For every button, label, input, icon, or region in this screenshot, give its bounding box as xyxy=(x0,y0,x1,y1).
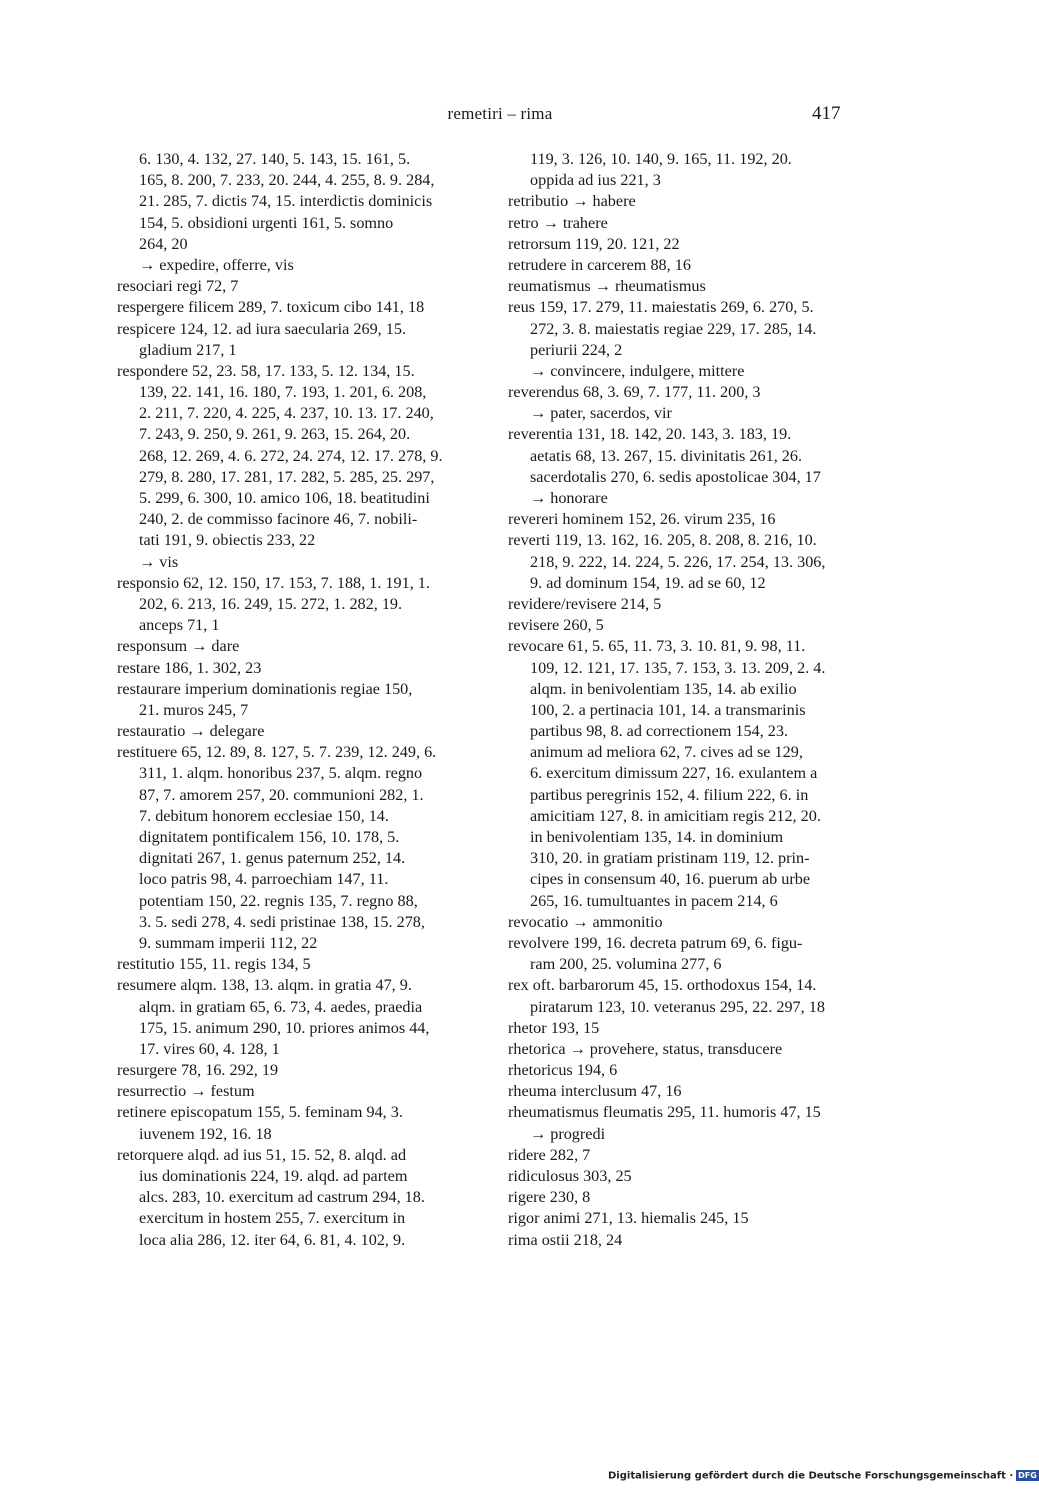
index-entry: rigere 230, 8 xyxy=(508,1188,591,1207)
index-entry: ridere 282, 7 xyxy=(508,1145,591,1164)
index-entry: reverti 119, 13. 162, 16. 205, 8. 208, 8. 216, 10. xyxy=(508,531,817,550)
index-entry: resurgere 78, 16. 292, 19 xyxy=(117,1061,279,1080)
index-entry-continuation: in benivolentiam 135, 14. in dominium xyxy=(530,828,784,846)
index-entry-continuation: animum ad meliora 62, 7. cives ad se 129, xyxy=(530,743,803,762)
index-entry: rheumatismus fleumatis 295, 11. humoris 47, 15 xyxy=(508,1103,821,1122)
index-entry-continuation: 5. 299, 6. 300, 10. amico 106, 18. beatitudini xyxy=(139,489,430,507)
index-entry: rhetor 193, 15 xyxy=(508,1018,600,1037)
index-entry: rigor animi 271, 13. hiemalis 245, 15 xyxy=(508,1209,749,1228)
digitization-credit xyxy=(608,1470,1039,1482)
index-entry: rhetorica → provehere, status, transducere xyxy=(508,1039,783,1058)
index-entry-continuation: 218, 9. 222, 14. 224, 5. 226, 17. 254, 13. 306, xyxy=(530,552,826,571)
index-entry-continuation: 175, 15. animum 290, 10. priores animos 44, xyxy=(139,1018,430,1037)
index-entry: resociari regi 72, 7 xyxy=(117,277,239,296)
index-entry: rheuma interclusum 47, 16 xyxy=(508,1082,682,1101)
index-column-left xyxy=(117,149,457,1251)
index-entry-continuation: → convincere, indulgere, mittere xyxy=(530,361,745,380)
index-entry-continuation: 17. vires 60, 4. 128, 1 xyxy=(139,1039,280,1058)
index-entry-continuation: 311, 1. alqm. honoribus 237, 5. alqm. regno xyxy=(139,764,423,783)
index-entry: rex oft. barbarorum 45, 15. orthodoxus 154, 14. xyxy=(508,976,817,995)
index-entry-continuation: loco patris 98, 4. parroechiam 147, 11. xyxy=(139,870,389,889)
index-entry: retrudere in carcerem 88, 16 xyxy=(508,255,691,274)
index-entry: restitutio 155, 11. regis 134, 5 xyxy=(117,955,311,974)
index-entry: retributio → habere xyxy=(508,192,636,211)
index-entry-continuation: 2. 211, 7. 220, 4. 225, 4. 237, 10. 13. 17. 240, xyxy=(139,404,434,423)
index-entry-continuation: 154, 5. obsidioni urgenti 161, 5. somno xyxy=(139,213,394,232)
index-entry: rhetoricus 194, 6 xyxy=(508,1061,618,1080)
index-entry-continuation: 265, 16. tumultuantes in pacem 214, 6 xyxy=(530,891,778,910)
index-entry-continuation: 21. 285, 7. dictis 74, 15. interdictis dominicis xyxy=(139,192,433,211)
index-entry-continuation: partibus 98, 8. ad correctionem 154, 23. xyxy=(530,722,789,741)
index-entry-continuation: 272, 3. 8. maiestatis regiae 229, 17. 285, 14. xyxy=(530,319,817,338)
index-entry-continuation: potentiam 150, 22. regnis 135, 7. regno 88, xyxy=(139,891,418,910)
index-entry-continuation: 310, 20. in gratiam pristinam 119, 12. prin- xyxy=(530,849,810,868)
index-entry-continuation: alqm. in benivolentiam 135, 14. ab exilio xyxy=(530,679,797,698)
index-entry: restaurare imperium dominationis regiae 150, xyxy=(117,679,413,698)
index-entry-continuation: 139, 22. 141, 16. 180, 7. 193, 1. 201, 6. 208, xyxy=(139,383,427,402)
index-entry-continuation: → honorare xyxy=(530,489,608,507)
index-entry-continuation: tati 191, 9. obiectis 233, 22 xyxy=(139,531,316,550)
index-entry-continuation: 87, 7. amorem 257, 20. communioni 282, 1. xyxy=(139,785,424,804)
index-entry-continuation: 21. muros 245, 7 xyxy=(139,700,249,719)
index-entry-continuation: amicitiam 127, 8. in amicitiam regis 212, 20. xyxy=(530,806,821,825)
index-entry-continuation: 6. 130, 4. 132, 27. 140, 5. 143, 15. 161, 5. xyxy=(139,150,411,168)
index-entry: reus 159, 17. 279, 11. maiestatis 269, 6. 270, 5. xyxy=(508,298,814,317)
index-entry-continuation: 202, 6. 213, 16. 249, 15. 272, 1. 282, 19. xyxy=(139,594,403,613)
index-entry: responsio 62, 12. 150, 17. 153, 7. 188, 1. 191, 1. xyxy=(117,573,430,592)
index-entry-continuation: → progredi xyxy=(530,1124,606,1143)
index-entry-continuation: 268, 12. 269, 4. 6. 272, 24. 274, 12. 17. 278, 9. xyxy=(139,446,443,465)
index-entry: revolvere 199, 16. decreta patrum 69, 6. figu- xyxy=(508,933,803,952)
index-entry-continuation: cipes in consensum 40, 16. puerum ab urbe xyxy=(530,870,811,889)
index-entry-continuation: 9. ad dominum 154, 19. ad se 60, 12 xyxy=(530,573,766,592)
dfg-logo: DFG xyxy=(1018,1471,1037,1480)
index-entry: resumere alqm. 138, 13. alqm. in gratia 47, 9. xyxy=(117,976,412,995)
page-number: 417 xyxy=(812,103,841,124)
index-entry-continuation: 119, 3. 126, 10. 140, 9. 165, 11. 192, 20. xyxy=(530,150,792,168)
index-entry: revidere/revisere 214, 5 xyxy=(508,594,662,613)
index-entry: responsum → dare xyxy=(117,637,240,656)
index-entry-continuation: 240, 2. de commisso facinore 46, 7. nobili- xyxy=(139,510,418,529)
index-entry-continuation: 100, 2. a pertinacia 101, 14. a transmarinis xyxy=(530,700,806,719)
index-entry: reumatismus → rheumatismus xyxy=(508,277,706,296)
index-entry-continuation: 264, 20 xyxy=(139,234,188,253)
index-entry-continuation: alqm. in gratiam 65, 6. 73, 4. aedes, praedia xyxy=(139,997,423,1016)
index-entry-continuation: → pater, sacerdos, vir xyxy=(530,404,672,423)
index-entry: reverentia 131, 18. 142, 20. 143, 3. 183, 19. xyxy=(508,425,792,444)
index-entry-continuation: ram 200, 25. volumina 277, 6 xyxy=(530,955,722,974)
index-entry-continuation: sacerdotalis 270, 6. sedis apostolicae 304, 17 xyxy=(530,467,821,486)
index-entry: resurrectio → festum xyxy=(117,1082,255,1101)
index-entry: respicere 124, 12. ad iura saecularia 269, 15. xyxy=(117,319,407,338)
index-entry-continuation: → vis xyxy=(139,552,179,571)
index-entry: reverendus 68, 3. 69, 7. 177, 11. 200, 3 xyxy=(508,383,761,402)
index-entry-continuation: iuvenem 192, 16. 18 xyxy=(139,1124,272,1143)
index-entry-continuation: oppida ad ius 221, 3 xyxy=(530,171,661,190)
index-entry-continuation: 7. debitum honorem ecclesiae 150, 14. xyxy=(139,806,389,825)
index-entry-continuation: loca alia 286, 12. iter 64, 6. 81, 4. 102, 9. xyxy=(139,1230,406,1249)
index-entry: revocatio → ammonitio xyxy=(508,912,663,931)
index-entry-continuation: alcs. 283, 10. exercitum ad castrum 294, 18. xyxy=(139,1188,425,1207)
index-entry-continuation: → expedire, offerre, vis xyxy=(139,255,294,274)
index-entry-continuation: 279, 8. 280, 17. 281, 17. 282, 5. 285, 25. 297, xyxy=(139,467,435,486)
index-entry: ridiculosus 303, 25 xyxy=(508,1167,632,1185)
index-entry: retinere episcopatum 155, 5. feminam 94, 3. xyxy=(117,1103,403,1122)
index-entry-continuation: 6. exercitum dimissum 227, 16. exulantem a xyxy=(530,764,818,783)
index-entry: restituere 65, 12. 89, 8. 127, 5. 7. 239, 12. 249, 6. xyxy=(117,743,437,762)
index-entry-continuation: partibus peregrinis 152, 4. filium 222, 6. in xyxy=(530,785,809,804)
index-entry-continuation: 109, 12. 121, 17. 135, 7. 153, 3. 13. 209, 2. 4. xyxy=(530,658,826,677)
index-entry: retrorsum 119, 20. 121, 22 xyxy=(508,234,680,253)
index-column-right xyxy=(508,149,848,1251)
index-entry: respondere 52, 23. 58, 17. 133, 5. 12. 134, 15. xyxy=(117,361,415,380)
running-head: remetiri – rima xyxy=(447,104,553,123)
index-entry-continuation: aetatis 68, 13. 267, 15. divinitatis 261, 26. xyxy=(530,446,803,465)
index-entry: revisere 260, 5 xyxy=(508,616,604,635)
index-entry: respergere filicem 289, 7. toxicum cibo 141, 18 xyxy=(117,298,425,317)
credit-text: Digitalisierung gefördert durch die Deutsche Forschungsgemeinschaft · xyxy=(608,1470,1014,1482)
index-entry-continuation: anceps 71, 1 xyxy=(139,616,220,635)
index-entry: revereri hominem 152, 26. virum 235, 16 xyxy=(508,510,776,529)
index-entry: revocare 61, 5. 65, 11. 73, 3. 10. 81, 9. 98, 11. xyxy=(508,637,806,656)
index-entry: restare 186, 1. 302, 23 xyxy=(117,658,262,677)
index-entry-continuation: piratarum 123, 10. veteranus 295, 22. 297, 18 xyxy=(530,997,825,1016)
index-entry: retorquere alqd. ad ius 51, 15. 52, 8. alqd. ad xyxy=(117,1145,407,1164)
index-entry-continuation: 7. 243, 9. 250, 9. 261, 9. 263, 15. 264, 20. xyxy=(139,425,411,444)
index-entry-continuation: 165, 8. 200, 7. 233, 20. 244, 4. 255, 8. 9. 284, xyxy=(139,171,435,190)
index-entry: retro → trahere xyxy=(508,213,608,232)
index-entry-continuation: exercitum in hostem 255, 7. exercitum in xyxy=(139,1209,406,1228)
index-entry-continuation: periurii 224, 2 xyxy=(530,340,623,359)
index-entry-continuation: dignitatem pontificalem 156, 10. 178, 5. xyxy=(139,828,400,846)
index-entry-continuation: dignitati 267, 1. genus paternum 252, 14. xyxy=(139,849,406,868)
index-entry: restauratio → delegare xyxy=(117,722,265,741)
index-entry-continuation: 9. summam imperii 112, 22 xyxy=(139,933,318,952)
index-entry-continuation: gladium 217, 1 xyxy=(139,340,237,359)
index-entry-continuation: ius dominationis 224, 19. alqd. ad partem xyxy=(139,1167,408,1185)
index-entry-continuation: 3. 5. sedi 278, 4. sedi pristinae 138, 15. 278, xyxy=(139,912,425,931)
index-entry: rima ostii 218, 24 xyxy=(508,1230,623,1249)
